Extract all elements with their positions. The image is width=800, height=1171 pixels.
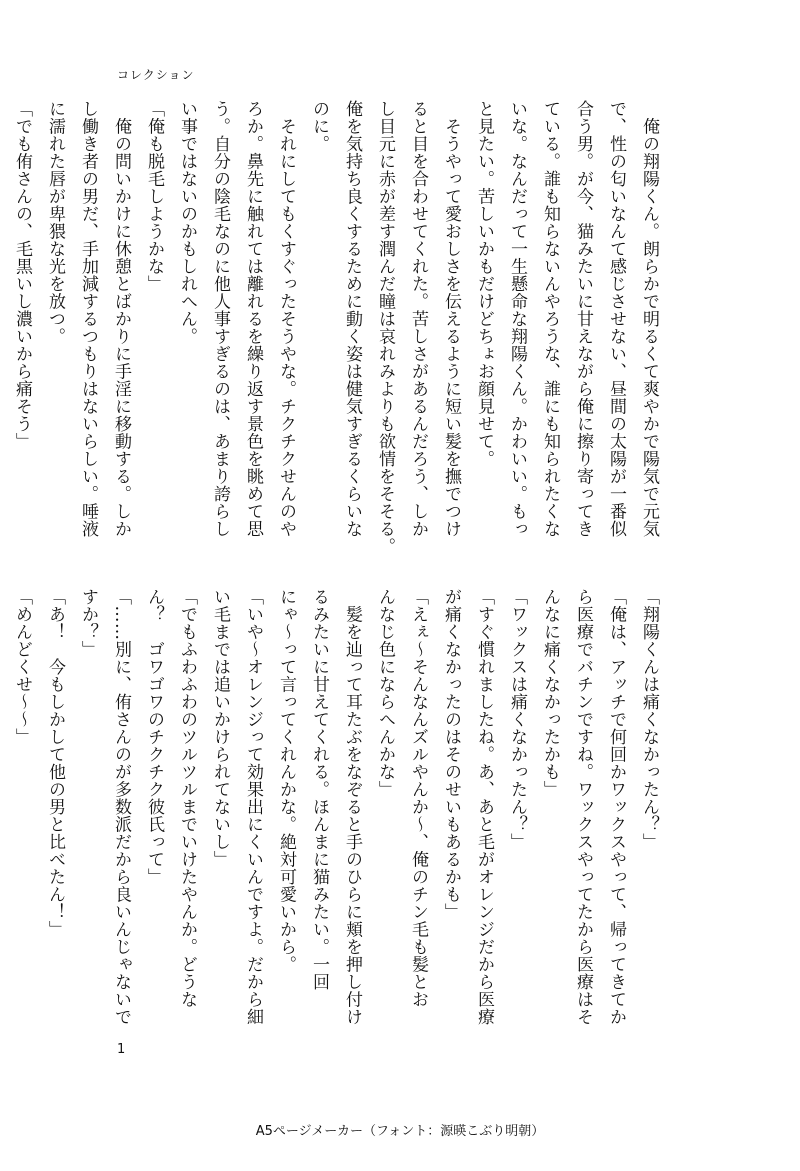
- text-line: 「俺は、アッチで何回かワックスやって、帰ってきてか: [606, 588, 626, 1026]
- text-line: い事ではないのかもしれへん。: [177, 100, 197, 345]
- text-line: 「翔陽くんは痛くなかったん？」: [639, 588, 659, 851]
- text-line: 俺の問いかけに休憩とばかりに手淫に移動する。しか: [111, 100, 131, 538]
- text-line: 俺を気持ち良くするために動く姿は健気すぎるくらいな: [342, 100, 362, 538]
- text-line: 「でも侑さんの、毛黒いし濃いから痛そう」: [12, 100, 32, 450]
- text-line: 「ワックスは痛くなかったん？」: [507, 588, 527, 851]
- text-line: ると目を合わせてくれた。苦しさがあるんだろう、しか: [408, 100, 428, 538]
- text-line: 「すぐ慣れましたね。あ、あと毛がオレンジだから医療: [474, 588, 494, 1026]
- text-line: にゃ～って言ってくれんかな。絶対可愛いから。: [276, 588, 296, 973]
- text-block-bottom: [12, 588, 665, 1048]
- text-line: んなじ色にならへんかな」: [375, 588, 395, 798]
- text-line: 俺の翔陽くん。朗らかで明るくて爽やかで陽気で元気: [639, 100, 659, 538]
- text-line: ている。誰も知らないんやろうな、誰にも知られたくな: [540, 100, 560, 538]
- text-line: が痛くなかったのはそのせいもあるかも」: [441, 588, 461, 921]
- text-line: 「俺も脱毛しようかな」: [144, 100, 164, 293]
- text-block-top: [12, 100, 665, 560]
- text-line: るみたいに甘えてくれる。ほんまに猫みたい。一回: [309, 588, 329, 991]
- text-line: う。自分の陰毛なのに他人事すぎるのは、あまり誇らし: [210, 100, 230, 538]
- text-line: に濡れた唇が卑猥な光を放つ。: [45, 100, 65, 345]
- text-line: 「でもふわふわのツルツルまでいけたやんか。どうな: [177, 588, 197, 1008]
- running-header: コレクション: [117, 68, 195, 82]
- text-line: と見たい。苦しいかもだけどちょお顔見せて。: [474, 100, 494, 468]
- text-line: そうやって愛おしさを伝えるように短い髪を撫でつけ: [441, 100, 461, 538]
- text-line: 「めんどくせ～～」: [12, 588, 32, 746]
- text-line: ん？ ゴワゴワのチクチク彼氏って」: [144, 588, 164, 886]
- text-line: し働き者の男だ、手加減するつもりはないらしい。唾液: [78, 100, 98, 538]
- text-line: し目元に赤が差す潤んだ瞳は哀れみよりも欲情をそそる。: [375, 100, 395, 555]
- text-line: 「……別に、侑さんのが多数派だから良いんじゃないで: [111, 588, 131, 1026]
- text-line: い毛までは追いかけられてないし」: [210, 588, 230, 868]
- text-line: ら医療でバチンですね。ワックスやってたから医療はそ: [573, 588, 593, 1026]
- text-line: 髪を辿って耳たぶをなぞると手のひらに頬を押し付け: [342, 588, 362, 1026]
- text-line: んなに痛くなかったかも」: [540, 588, 560, 798]
- text-line: いな。なんだって一生懸命な翔陽くん。かわいい。もっ: [507, 100, 527, 538]
- text-line: のに。: [309, 100, 329, 153]
- text-line: で、性の匂いなんて感じさせない、昼間の太陽が一番似: [606, 100, 626, 538]
- text-line: 「あ！ 今もしかして他の男と比べたん！」: [45, 588, 65, 938]
- footer-credit: A5ページメーカー（フォント：源暎こぶり明朝）: [255, 1124, 545, 1139]
- text-line: すか？」: [78, 588, 98, 658]
- text-line: それにしてもくすぐったそうやな。チクチクせんのや: [276, 100, 296, 538]
- page-number: 1: [117, 1042, 126, 1057]
- text-line: ろか。鼻先に触れては離れるを繰り返す景色を眺めて思: [243, 100, 263, 538]
- text-line: 「えぇ～そんなんズルやんか～、俺のチン毛も髪とお: [408, 588, 428, 1008]
- text-line: 「いや～オレンジって効果出にくいんですよ。だから細: [243, 588, 263, 1026]
- text-line: 合う男。が今、猫みたいに甘えながら俺に擦り寄ってき: [573, 100, 593, 538]
